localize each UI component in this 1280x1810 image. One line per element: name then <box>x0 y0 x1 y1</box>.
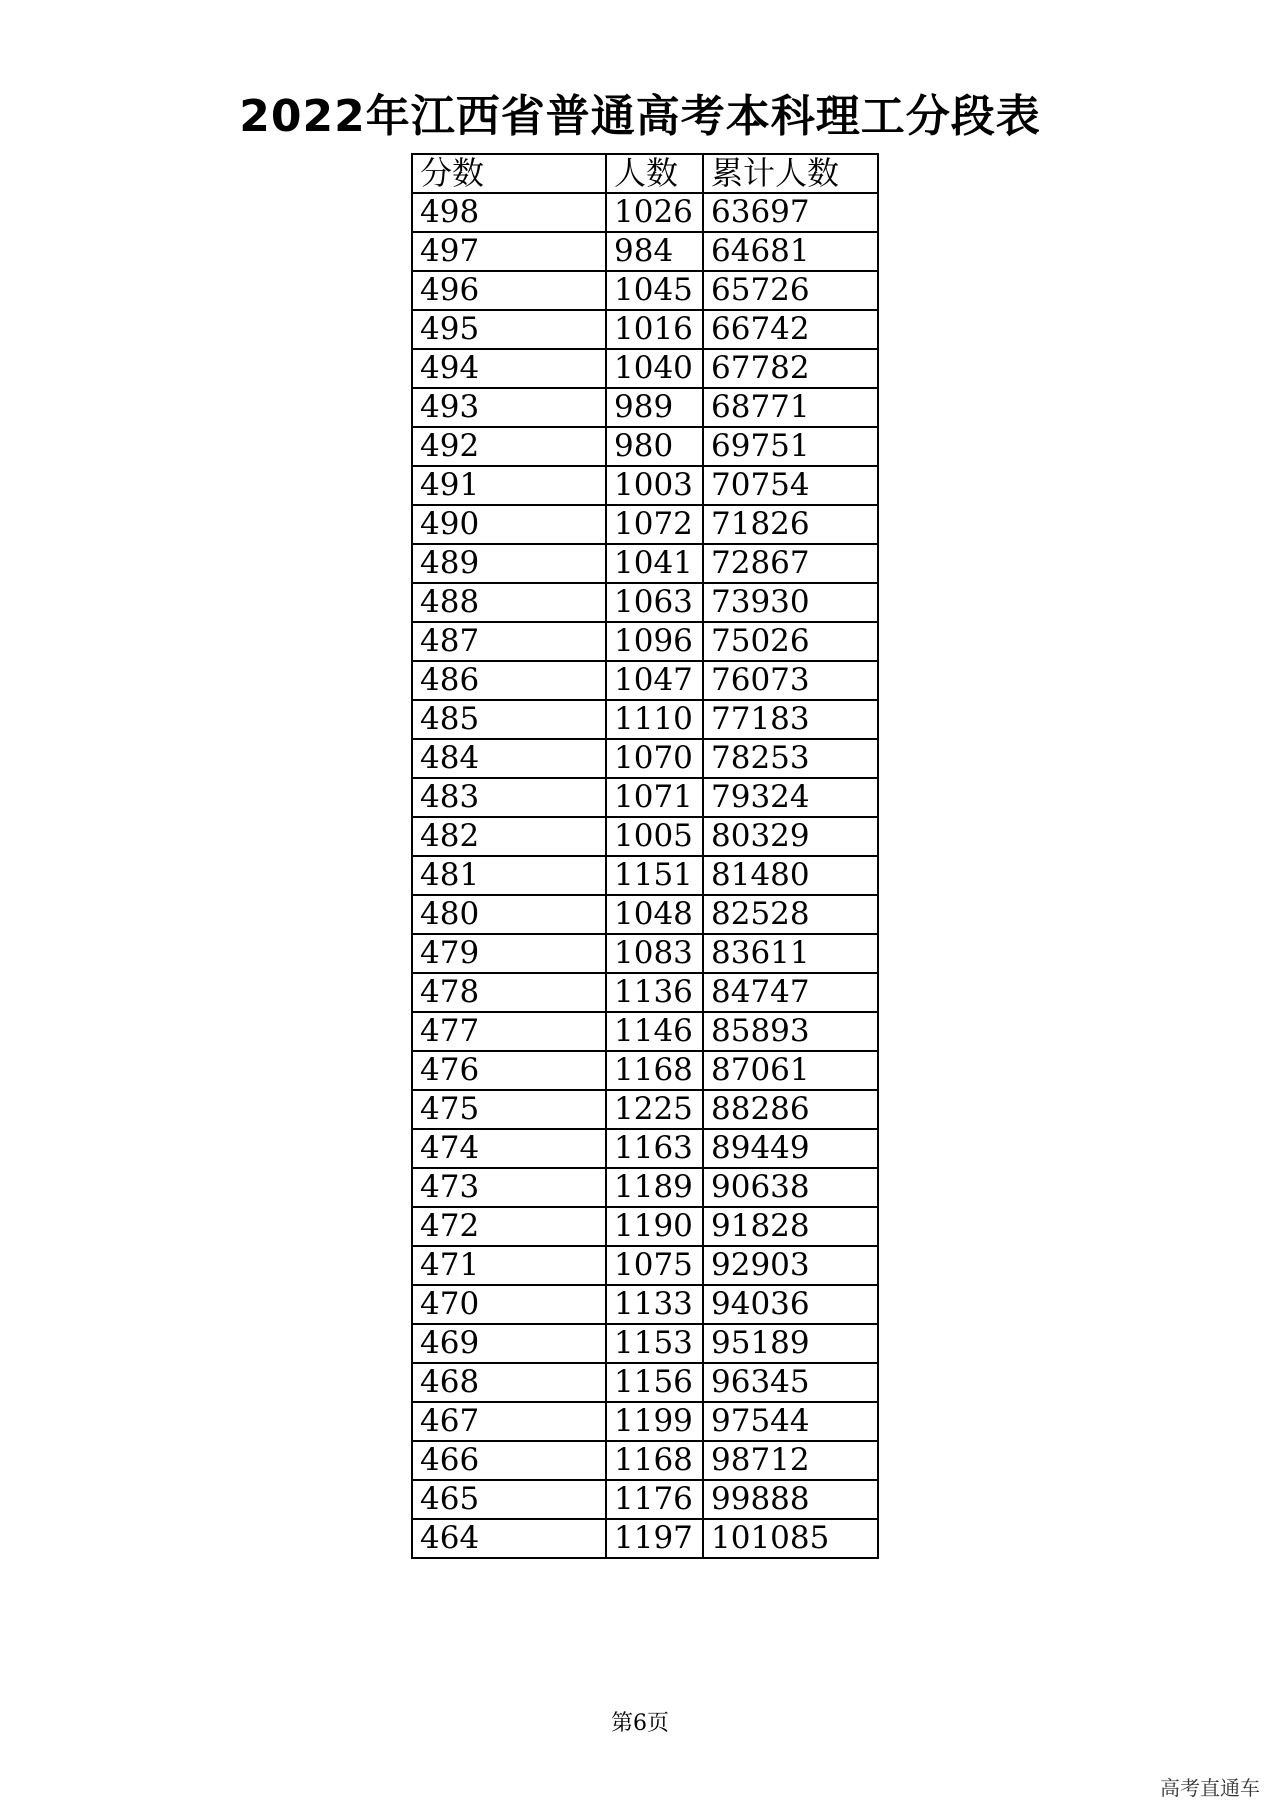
cell-score: 488 <box>412 583 606 622</box>
cell-count: 1041 <box>606 544 703 583</box>
table-row <box>412 271 878 310</box>
watermark: 高考直通车 <box>1160 1776 1260 1800</box>
table-row <box>412 1519 878 1558</box>
cell-count: 1176 <box>606 1480 703 1519</box>
cell-count: 1168 <box>606 1441 703 1480</box>
cell-count: 1163 <box>606 1129 703 1168</box>
cell-cumulative: 84747 <box>703 973 878 1012</box>
cell-count: 1146 <box>606 1012 703 1051</box>
cell-score: 476 <box>412 1051 606 1090</box>
table-row <box>412 1012 878 1051</box>
header-cumulative: 累计人数 <box>703 154 878 193</box>
cell-count: 1045 <box>606 271 703 310</box>
cell-score: 482 <box>412 817 606 856</box>
cell-cumulative: 70754 <box>703 466 878 505</box>
cell-cumulative: 92903 <box>703 1246 878 1285</box>
table-row <box>412 310 878 349</box>
cell-cumulative: 96345 <box>703 1363 878 1402</box>
cell-score: 475 <box>412 1090 606 1129</box>
cell-count: 984 <box>606 232 703 271</box>
cell-cumulative: 63697 <box>703 193 878 232</box>
cell-cumulative: 87061 <box>703 1051 878 1090</box>
table-row <box>412 232 878 271</box>
cell-cumulative: 81480 <box>703 856 878 895</box>
table-row <box>412 1051 878 1090</box>
cell-count: 1071 <box>606 778 703 817</box>
cell-cumulative: 82528 <box>703 895 878 934</box>
cell-cumulative: 90638 <box>703 1168 878 1207</box>
table-row <box>412 544 878 583</box>
cell-score: 467 <box>412 1402 606 1441</box>
cell-count: 1199 <box>606 1402 703 1441</box>
table-row <box>412 1441 878 1480</box>
cell-cumulative: 85893 <box>703 1012 878 1051</box>
table-row <box>412 388 878 427</box>
table-row <box>412 583 878 622</box>
table-row <box>412 1246 878 1285</box>
cell-cumulative: 76073 <box>703 661 878 700</box>
table-row <box>412 1480 878 1519</box>
table-row <box>412 778 878 817</box>
cell-cumulative: 72867 <box>703 544 878 583</box>
cell-count: 980 <box>606 427 703 466</box>
cell-cumulative: 69751 <box>703 427 878 466</box>
cell-score: 491 <box>412 466 606 505</box>
table-row <box>412 427 878 466</box>
cell-cumulative: 75026 <box>703 622 878 661</box>
table-header-row <box>412 154 878 193</box>
cell-cumulative: 97544 <box>703 1402 878 1441</box>
cell-score: 489 <box>412 544 606 583</box>
cell-score: 490 <box>412 505 606 544</box>
cell-count: 1048 <box>606 895 703 934</box>
table-row <box>412 622 878 661</box>
cell-score: 492 <box>412 427 606 466</box>
table-row <box>412 856 878 895</box>
table-row <box>412 973 878 1012</box>
cell-score: 474 <box>412 1129 606 1168</box>
table-row <box>412 1090 878 1129</box>
score-table <box>411 153 879 1559</box>
cell-count: 1110 <box>606 700 703 739</box>
cell-score: 468 <box>412 1363 606 1402</box>
table-row <box>412 700 878 739</box>
cell-cumulative: 99888 <box>703 1480 878 1519</box>
cell-score: 473 <box>412 1168 606 1207</box>
cell-cumulative: 79324 <box>703 778 878 817</box>
cell-cumulative: 73930 <box>703 583 878 622</box>
header-score: 分数 <box>412 154 606 193</box>
cell-cumulative: 80329 <box>703 817 878 856</box>
cell-score: 497 <box>412 232 606 271</box>
cell-score: 480 <box>412 895 606 934</box>
cell-cumulative: 91828 <box>703 1207 878 1246</box>
header-count: 人数 <box>606 154 703 193</box>
cell-cumulative: 64681 <box>703 232 878 271</box>
cell-cumulative: 88286 <box>703 1090 878 1129</box>
cell-cumulative: 78253 <box>703 739 878 778</box>
cell-cumulative: 83611 <box>703 934 878 973</box>
cell-count: 1026 <box>606 193 703 232</box>
table-row <box>412 1402 878 1441</box>
cell-count: 1189 <box>606 1168 703 1207</box>
table-body <box>412 193 878 1558</box>
cell-cumulative: 77183 <box>703 700 878 739</box>
cell-count: 1168 <box>606 1051 703 1090</box>
cell-cumulative: 68771 <box>703 388 878 427</box>
cell-cumulative: 89449 <box>703 1129 878 1168</box>
cell-score: 478 <box>412 973 606 1012</box>
cell-cumulative: 71826 <box>703 505 878 544</box>
table-row <box>412 1285 878 1324</box>
cell-score: 471 <box>412 1246 606 1285</box>
table-row <box>412 1363 878 1402</box>
cell-score: 479 <box>412 934 606 973</box>
cell-score: 486 <box>412 661 606 700</box>
cell-score: 498 <box>412 193 606 232</box>
cell-cumulative: 67782 <box>703 349 878 388</box>
cell-count: 1072 <box>606 505 703 544</box>
cell-count: 989 <box>606 388 703 427</box>
cell-score: 469 <box>412 1324 606 1363</box>
cell-score: 477 <box>412 1012 606 1051</box>
table-row <box>412 1129 878 1168</box>
cell-count: 1070 <box>606 739 703 778</box>
cell-cumulative: 66742 <box>703 310 878 349</box>
cell-score: 495 <box>412 310 606 349</box>
cell-count: 1047 <box>606 661 703 700</box>
cell-count: 1040 <box>606 349 703 388</box>
cell-count: 1197 <box>606 1519 703 1558</box>
cell-count: 1225 <box>606 1090 703 1129</box>
table-row <box>412 466 878 505</box>
table-row <box>412 817 878 856</box>
cell-cumulative: 94036 <box>703 1285 878 1324</box>
cell-score: 465 <box>412 1480 606 1519</box>
cell-score: 494 <box>412 349 606 388</box>
cell-score: 485 <box>412 700 606 739</box>
cell-count: 1153 <box>606 1324 703 1363</box>
cell-score: 481 <box>412 856 606 895</box>
cell-score: 472 <box>412 1207 606 1246</box>
table-row <box>412 193 878 232</box>
cell-count: 1136 <box>606 973 703 1012</box>
cell-count: 1003 <box>606 466 703 505</box>
cell-count: 1075 <box>606 1246 703 1285</box>
cell-score: 483 <box>412 778 606 817</box>
cell-count: 1133 <box>606 1285 703 1324</box>
cell-score: 487 <box>412 622 606 661</box>
cell-count: 1016 <box>606 310 703 349</box>
table-row <box>412 739 878 778</box>
cell-cumulative: 95189 <box>703 1324 878 1363</box>
cell-cumulative: 101085 <box>703 1519 878 1558</box>
table-row <box>412 349 878 388</box>
table-row <box>412 505 878 544</box>
cell-score: 470 <box>412 1285 606 1324</box>
cell-cumulative: 65726 <box>703 271 878 310</box>
table-row <box>412 661 878 700</box>
cell-count: 1063 <box>606 583 703 622</box>
cell-count: 1190 <box>606 1207 703 1246</box>
cell-count: 1151 <box>606 856 703 895</box>
cell-score: 493 <box>412 388 606 427</box>
table-row <box>412 895 878 934</box>
cell-count: 1096 <box>606 622 703 661</box>
cell-score: 464 <box>412 1519 606 1558</box>
page-title: 2022年江西省普通高考本科理工分段表 <box>239 91 1041 142</box>
cell-score: 496 <box>412 271 606 310</box>
table-row <box>412 1324 878 1363</box>
cell-score: 484 <box>412 739 606 778</box>
table-row <box>412 934 878 973</box>
cell-score: 466 <box>412 1441 606 1480</box>
table-row <box>412 1168 878 1207</box>
cell-count: 1005 <box>606 817 703 856</box>
cell-count: 1083 <box>606 934 703 973</box>
cell-count: 1156 <box>606 1363 703 1402</box>
cell-cumulative: 98712 <box>703 1441 878 1480</box>
table-row <box>412 1207 878 1246</box>
page-number: 第6页 <box>611 1711 669 1736</box>
